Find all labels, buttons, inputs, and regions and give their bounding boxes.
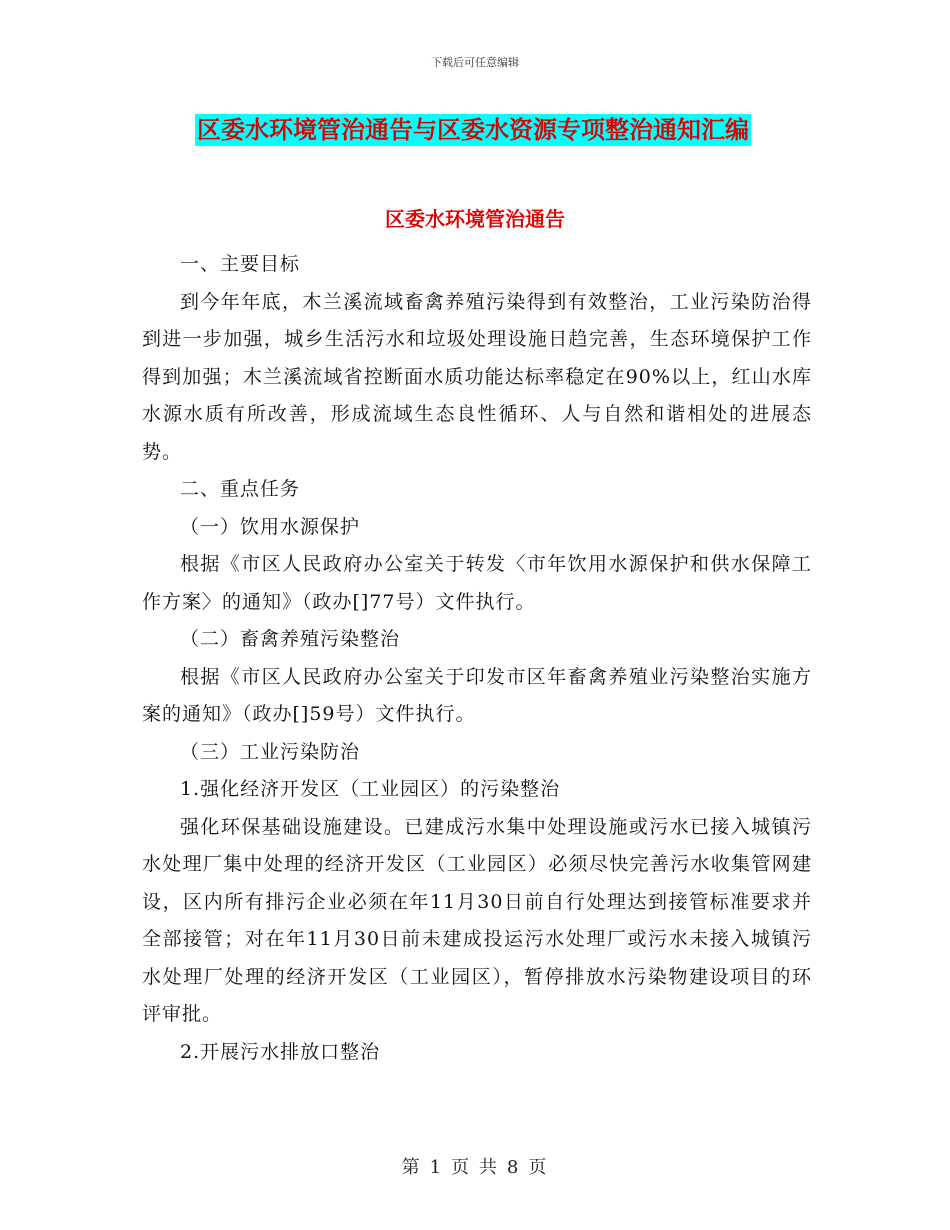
document-body bbox=[142, 246, 812, 1071]
header-note: 下载后可任意编辑 bbox=[431, 56, 519, 69]
document-main-title: 区委水环境管治通告与区委水资源专项整治通知汇编 bbox=[197, 116, 749, 144]
section-heading-goals: 一、主要目标 bbox=[180, 253, 301, 275]
paragraph-goals: 到今年年底，木兰溪流域畜禽养殖污染得到有效整治，工业污染防治得到进一步加强，城乡生活污水和垃圾处理设施日趋完善，生态环境保护工作得到加强；木兰溪流域省控断面水质功能达标率稳定在90%以上，红山水库水源水质有所改善，形成流域生态良性循环、人与自然和谐相处的进展态势。 bbox=[142, 290, 812, 463]
paragraph-livestock: 根据《市区人民政府办公室关于印发市区年畜禽养殖业污染整治实施方案的通知》（政办[]59号）文件执行。 bbox=[142, 665, 812, 725]
footer-current-page: 1 bbox=[429, 1157, 444, 1178]
document-sub-title: 区委水环境管治通告 bbox=[385, 207, 565, 231]
paragraph-water-source: 根据《市区人民政府办公室关于转发〈市年饮用水源保护和供水保障工作方案〉的通知》（政办[]77号）文件执行。 bbox=[142, 553, 812, 613]
footer-suffix: 页 bbox=[528, 1157, 549, 1178]
footer-prefix: 第 bbox=[401, 1157, 422, 1178]
footer-total-pages: 8 bbox=[506, 1157, 521, 1178]
item-heading-dev-zone: 1.强化经济开发区（工业园区）的污染整治 bbox=[180, 778, 561, 800]
subsection-heading-water-source: （一）饮用水源保护 bbox=[180, 515, 361, 538]
section-heading-tasks: 二、重点任务 bbox=[180, 478, 301, 500]
page-footer bbox=[0, 1153, 950, 1179]
item-heading-outlets: 2.开展污水排放口整治 bbox=[180, 1040, 381, 1063]
paragraph-dev-zone: 强化环保基础设施建设。已建成污水集中处理设施或污水已接入城镇污水处理厂集中处理的经济开发区（工业园区）必须尽快完善污水收集管网建设，区内所有排污企业必须在年11月30日前自行处理达到接管标准要求并全部接管；对在年11月30日前未建成投运污水处理厂或污水未接入城镇污水处理厂处理的经济开发区（工业园区），暂停排放水污染物建设项目的环评审批。 bbox=[142, 815, 812, 1025]
footer-middle: 页 共 bbox=[451, 1157, 499, 1178]
subsection-heading-livestock: （二）畜禽养殖污染整治 bbox=[180, 628, 401, 650]
subsection-heading-industrial: （三）工业污染防治 bbox=[180, 740, 361, 763]
